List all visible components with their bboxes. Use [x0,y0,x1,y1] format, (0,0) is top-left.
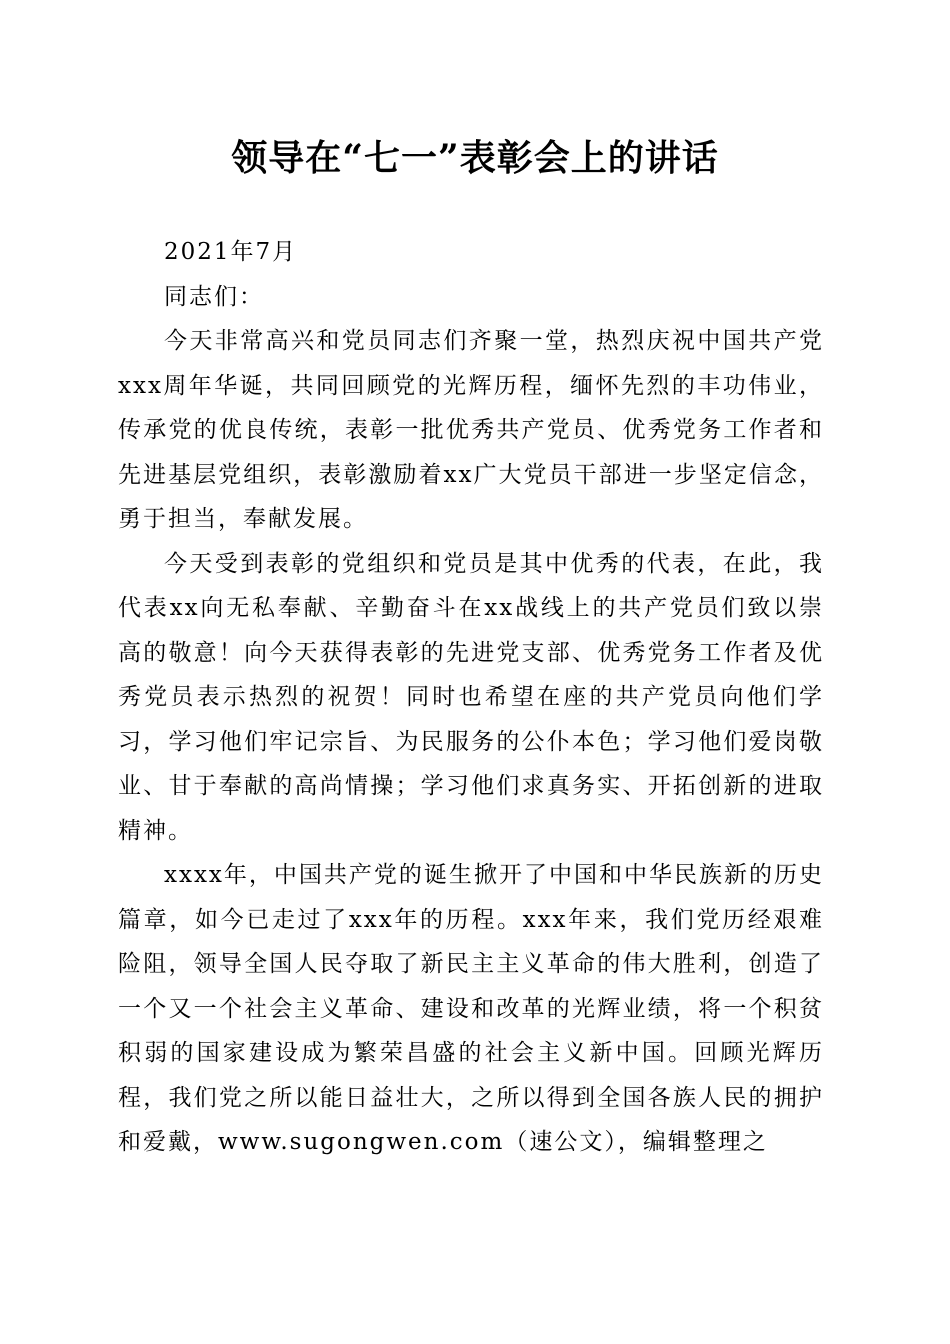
document-date: 2021年7月 [164,239,298,265]
paragraph: 今天受到表彰的党组织和党员是其中优秀的代表，在此，我代表xx向无私奉献、辛勤奋斗在xx战线上的共产党员们致以崇高的敬意！向今天获得表彰的先进党支部、优秀党务工作者及优秀党员表示热烈的祝贺！同时也希望在座的共产党员向他们学习，学习他们牢记宗旨、为民服务的公仆本色；学习他们爱岗敬业、甘于奉献的高尚情操；学习他们求真务实、开拓创新的进取精神。 [118,550,824,844]
paragraph: xxxx年，中国共产党的诞生掀开了中国和中华民族新的历史篇章，如今已走过了xxx年的历程。xxx年来，我们党历经艰难险阻，领导全国人民夺取了新民主主义革命的伟大胜利，创造了一个又一个社会主义革命、建设和改革的光辉业绩，将一个积贫积弱的国家建设成为繁荣昌盛的社会主义新中国。回顾光辉历程，我们党之所以能日益壮大，之所以得到全国各族人民的拥护和爱戴，www.sugongwen.com（速公文），编辑整理之 [118,862,824,1155]
paragraph: 今天非常高兴和党员同志们齐聚一堂，热烈庆祝中国共产党xxx周年华诞，共同回顾党的光辉历程，缅怀先烈的丰功伟业，传承党的优良传统，表彰一批优秀共产党员、优秀党务工作者和先进基层党组织，表彰激励着xx广大党员干部进一步坚定信念，勇于担当，奉献发展。 [118,328,824,532]
document-salutation: 同志们： [164,283,264,310]
document-title: 领导在“七一”表彰会上的讲话 [231,137,719,179]
document-body [118,230,824,1165]
